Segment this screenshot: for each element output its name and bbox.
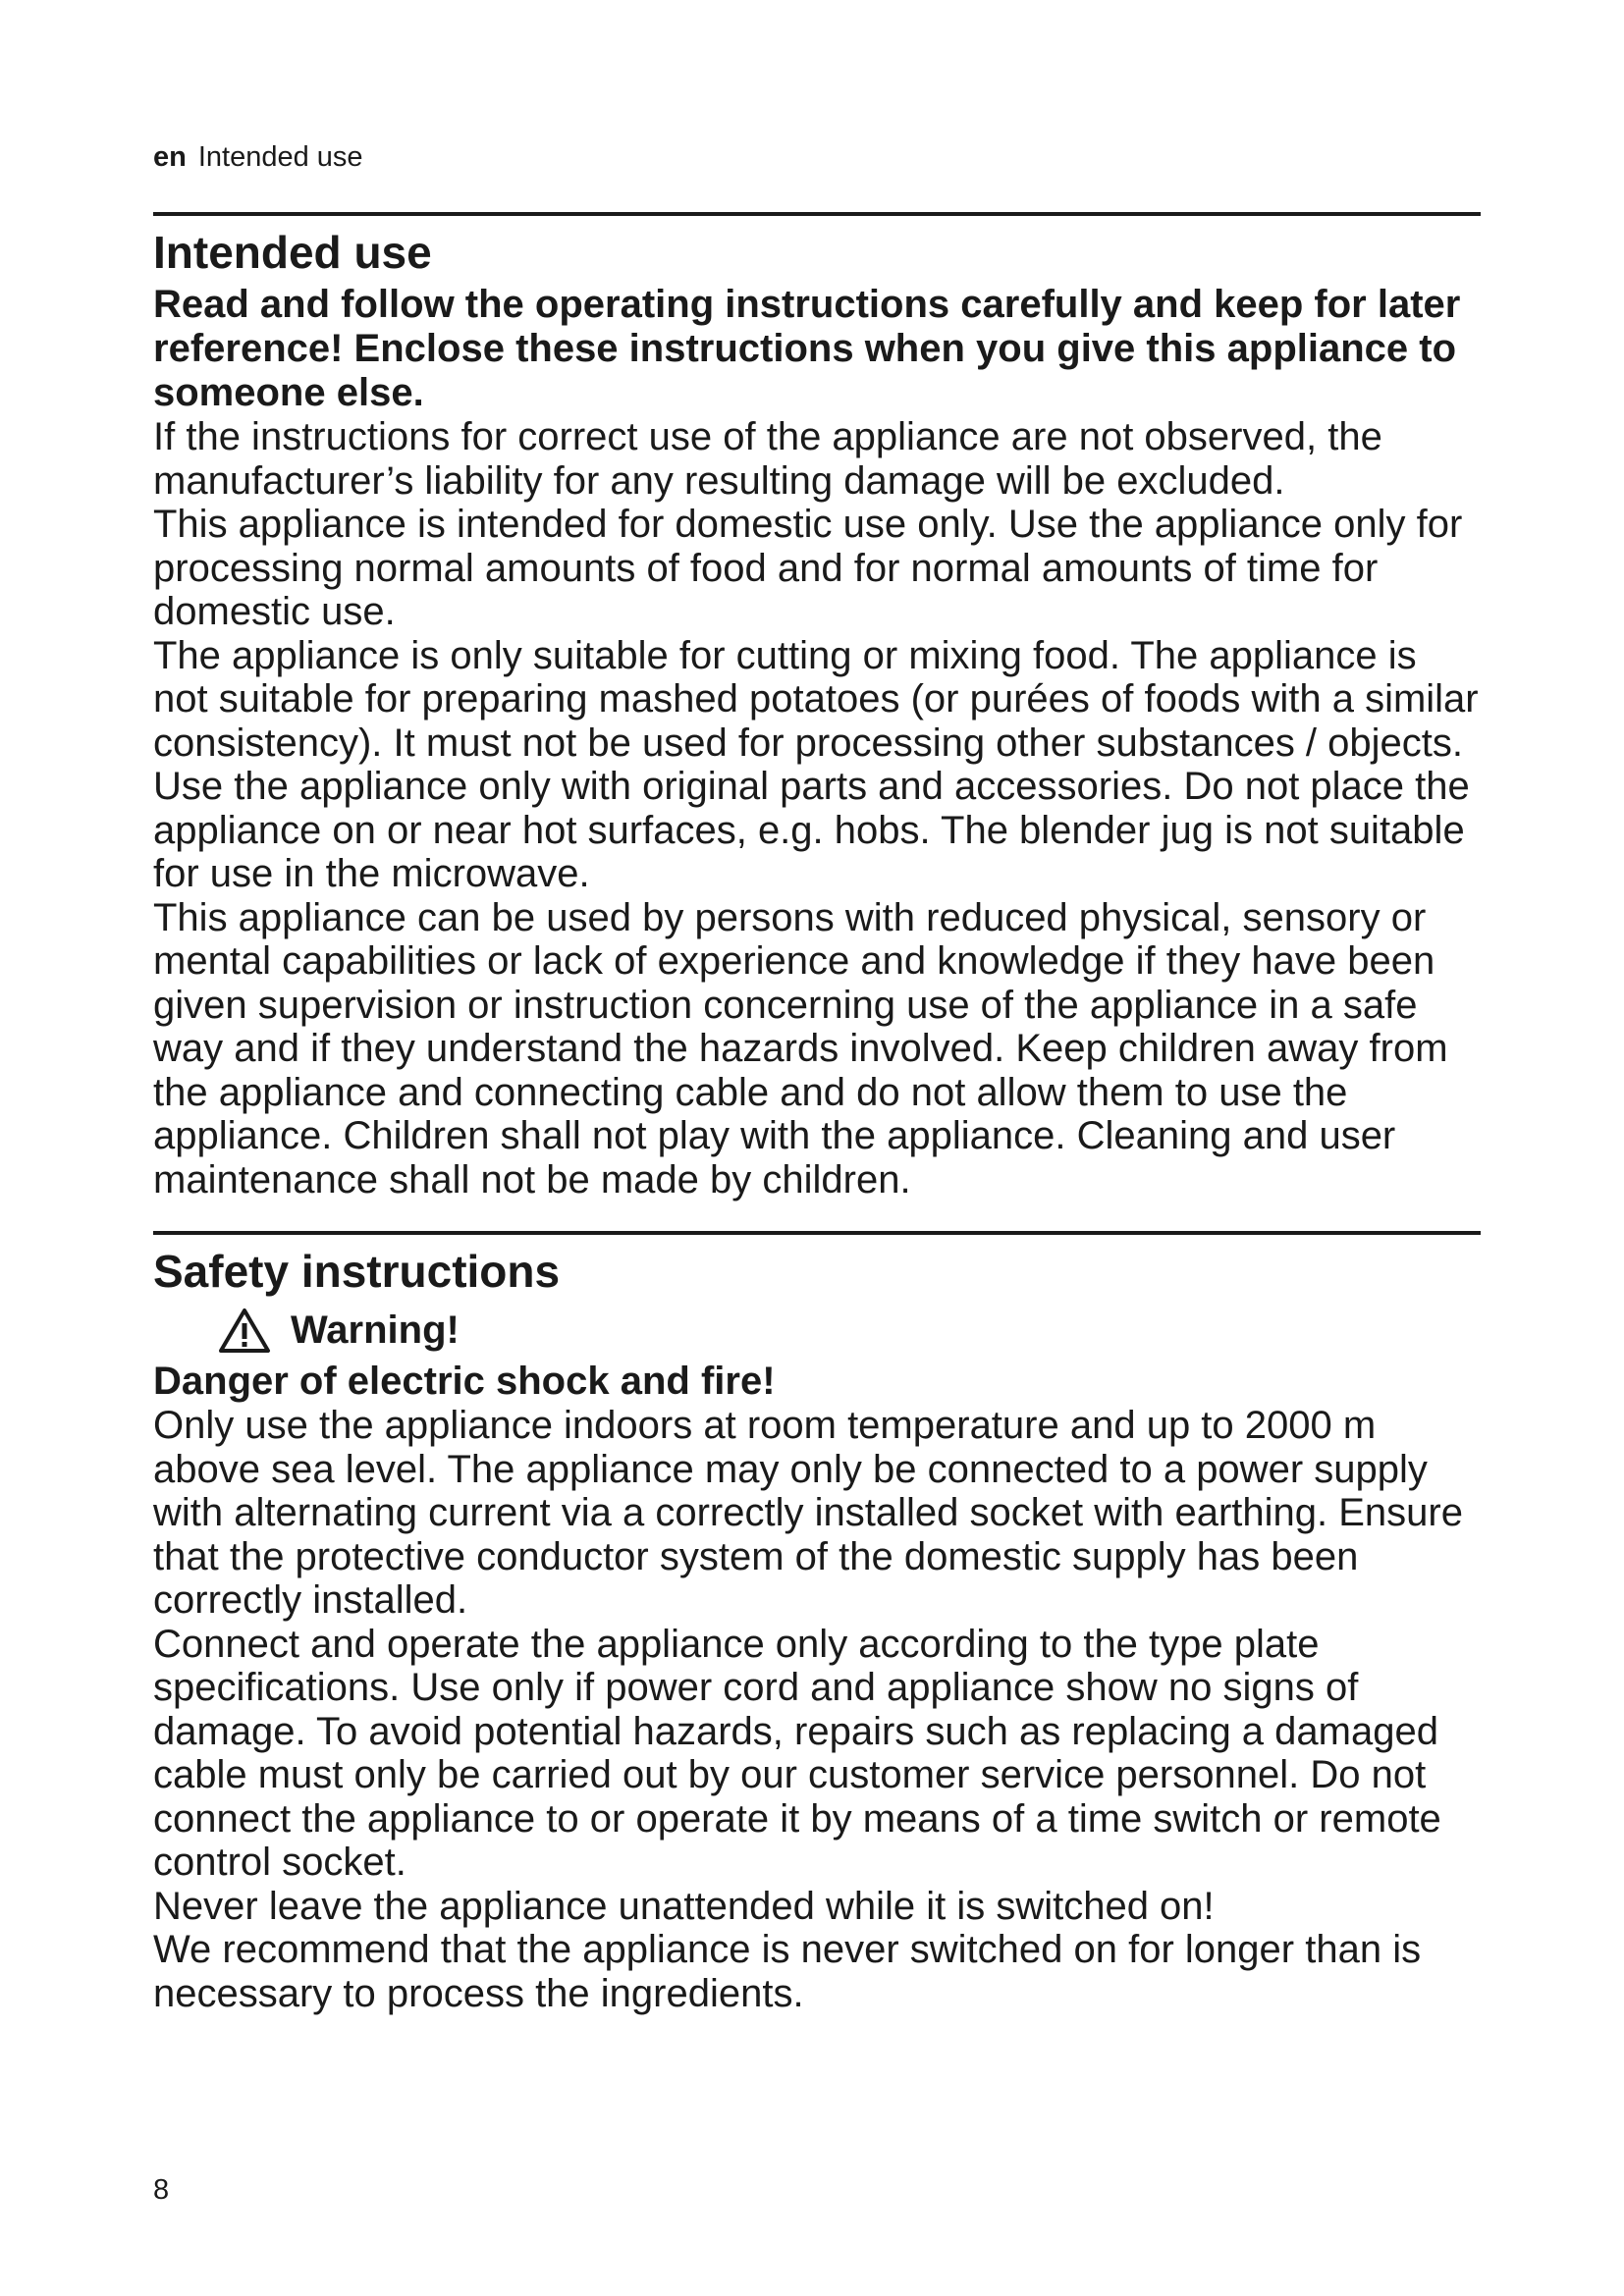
intended-use-paragraph: The appliance is only suitable for cutting or mixing food. The appliance is not suitable for preparing mashed potatoes (or purées of foods with a similar consistency). It must not be used for processing other substances / objects. Use the appliance only with original parts and accessories. Do not place the appliance on or near hot surfaces, e.g. hobs. The blender jug is not suitable for use in the microwave. [153, 633, 1479, 895]
warning-line [218, 1302, 1481, 1359]
section-divider [153, 1231, 1481, 1235]
safety-paragraph: Connect and operate the appliance only according to the type plate specifications. Use only if power cord and appliance show no signs of damage. To avoid potential hazards, repairs such as replacing a damaged cable must only be carried out by our customer service personnel. Do not connect the appliance to or operate it by means of a time switch or remote control socket. [153, 1622, 1441, 1884]
section-divider [153, 212, 1481, 216]
running-header-section: Intended use [197, 141, 363, 173]
page-number: 8 [153, 2174, 170, 2206]
section-spacer [153, 1201, 1481, 1231]
intended-use-lead: Read and follow the operating instructions carefully and keep for later reference! Enclose these instructions when you give this appliance to someone else. [153, 283, 1461, 414]
danger-heading: Danger of electric shock and fire! [153, 1360, 776, 1403]
warning-triangle-icon [218, 1307, 271, 1354]
intended-use-title: Intended use [153, 227, 432, 278]
intended-use-paragraph: This appliance is intended for domestic use only. Use the appliance only for processing normal amounts of food and for normal amounts of time for domestic use. [153, 503, 1463, 633]
safety-instructions-title: Safety instructions [153, 1246, 561, 1297]
page-content [153, 212, 1481, 2015]
safety-paragraph: Never leave the appliance unattended while it is switched on! [153, 1884, 1215, 1928]
intended-use-paragraph: This appliance can be used by persons with reduced physical, sensory or mental capabilities or lack of experience and knowledge if they have been given supervision or instruction concerning use of the appliance in a safe way and if they understand the hazards involved. Keep children away from the appliance and connecting cable and do not allow them to use the appliance. Children shall not play with the appliance. Cleaning and user maintenance shall not be made by children. [153, 895, 1448, 1201]
language-code: en [153, 141, 187, 173]
intended-use-paragraph: If the instructions for correct use of the appliance are not observed, the manufacturer’s liability for any resulting damage will be excluded. [153, 415, 1382, 503]
running-header [153, 140, 363, 174]
safety-paragraph: We recommend that the appliance is never switched on for longer than is necessary to process the ingredients. [153, 1928, 1422, 2015]
safety-paragraph: Only use the appliance indoors at room temperature and up to 2000 m above sea level. The appliance may only be connected to a power supply with alternating current via a correctly installed socket with earthing. Ensure that the protective conductor system of the domestic supply has been correctly installed. [153, 1404, 1463, 1622]
warning-label: Warning! [291, 1308, 460, 1352]
